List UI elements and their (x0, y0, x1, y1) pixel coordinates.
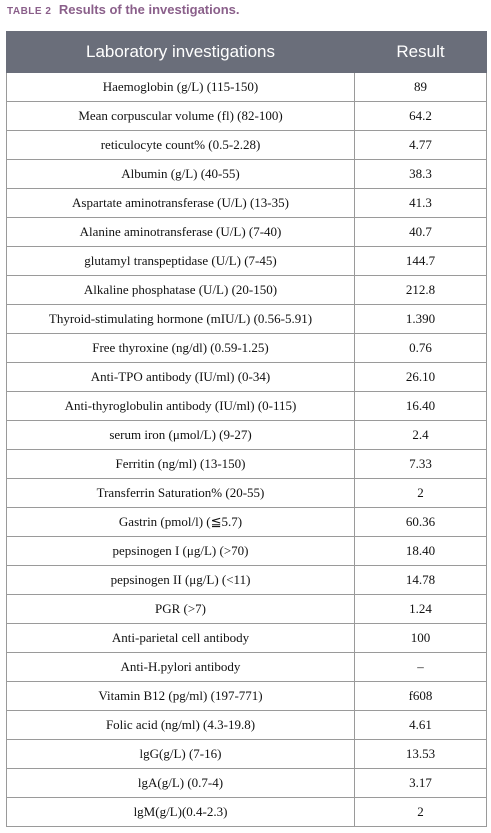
table-row (7, 450, 487, 479)
result-cell: 14.78 (355, 566, 487, 595)
investigation-cell: Haemoglobin (g/L) (115-150) (7, 73, 355, 102)
result-cell: 0.76 (355, 334, 487, 363)
header-investigation: Laboratory investigations (7, 32, 355, 73)
investigation-cell: Mean corpuscular volume (fl) (82-100) (7, 102, 355, 131)
table-row (7, 653, 487, 682)
table-title: Results of the investigations. (58, 2, 240, 17)
result-cell: 13.53 (355, 740, 487, 769)
table-row (7, 276, 487, 305)
investigation-cell: Anti-parietal cell antibody (7, 624, 355, 653)
table-row (7, 189, 487, 218)
investigation-cell: Transferrin Saturation% (20-55) (7, 479, 355, 508)
table-row (7, 334, 487, 363)
investigation-cell: Free thyroxine (ng/dl) (0.59-1.25) (7, 334, 355, 363)
result-cell: 7.33 (355, 450, 487, 479)
investigation-cell: Aspartate aminotransferase (U/L) (13-35) (7, 189, 355, 218)
result-cell: 2.4 (355, 421, 487, 450)
result-cell: 26.10 (355, 363, 487, 392)
table-row (7, 305, 487, 334)
result-cell: 60.36 (355, 508, 487, 537)
result-cell: 18.40 (355, 537, 487, 566)
table-row (7, 595, 487, 624)
investigation-cell: serum iron (μmol/L) (9-27) (7, 421, 355, 450)
table-row (7, 73, 487, 102)
result-cell: 4.77 (355, 131, 487, 160)
table-row (7, 682, 487, 711)
table-row (7, 508, 487, 537)
investigation-cell: PGR (>7) (7, 595, 355, 624)
result-cell: 4.61 (355, 711, 487, 740)
investigation-cell: Anti-thyroglobulin antibody (IU/ml) (0-115) (7, 392, 355, 421)
investigation-cell: Vitamin B12 (pg/ml) (197-771) (7, 682, 355, 711)
header-result: Result (355, 32, 487, 73)
table-row (7, 769, 487, 798)
table-body (7, 73, 487, 827)
table-row (7, 247, 487, 276)
investigation-cell: Alkaline phosphatase (U/L) (20-150) (7, 276, 355, 305)
table-row (7, 218, 487, 247)
table-row (7, 479, 487, 508)
investigation-cell: Gastrin (pmol/l) (≦5.7) (7, 508, 355, 537)
table-row (7, 740, 487, 769)
table-number: TABLE 2 (7, 6, 52, 17)
result-cell: 212.8 (355, 276, 487, 305)
result-cell: 1.390 (355, 305, 487, 334)
result-cell: 38.3 (355, 160, 487, 189)
result-cell: 2 (355, 798, 487, 827)
investigation-cell: Folic acid (ng/ml) (4.3-19.8) (7, 711, 355, 740)
result-cell: 40.7 (355, 218, 487, 247)
result-cell: 1.24 (355, 595, 487, 624)
table-row (7, 363, 487, 392)
investigation-cell: reticulocyte count% (0.5-2.28) (7, 131, 355, 160)
investigation-cell: pepsinogen I (μg/L) (>70) (7, 537, 355, 566)
result-cell: 100 (355, 624, 487, 653)
table-row (7, 566, 487, 595)
results-table (6, 31, 487, 827)
table-row (7, 624, 487, 653)
table-row (7, 160, 487, 189)
investigation-cell: pepsinogen II (μg/L) (<11) (7, 566, 355, 595)
result-cell: 3.17 (355, 769, 487, 798)
table-row (7, 421, 487, 450)
table-row (7, 392, 487, 421)
investigation-cell: Ferritin (ng/ml) (13-150) (7, 450, 355, 479)
investigation-cell: Anti-TPO antibody (IU/ml) (0-34) (7, 363, 355, 392)
investigation-cell: lgA(g/L) (0.7-4) (7, 769, 355, 798)
result-cell: 41.3 (355, 189, 487, 218)
table-row (7, 102, 487, 131)
result-cell: 144.7 (355, 247, 487, 276)
result-cell: – (355, 653, 487, 682)
result-cell: 64.2 (355, 102, 487, 131)
investigation-cell: Albumin (g/L) (40-55) (7, 160, 355, 189)
investigation-cell: Thyroid-stimulating hormone (mIU/L) (0.56-5.91) (7, 305, 355, 334)
table-row (7, 131, 487, 160)
investigation-cell: Anti-H.pylori antibody (7, 653, 355, 682)
investigation-cell: lgM(g/L)(0.4-2.3) (7, 798, 355, 827)
header-row (7, 32, 487, 73)
table-row (7, 711, 487, 740)
result-cell: 2 (355, 479, 487, 508)
table-row (7, 798, 487, 827)
investigation-cell: Alanine aminotransferase (U/L) (7-40) (7, 218, 355, 247)
result-cell: 16.40 (355, 392, 487, 421)
result-cell: f608 (355, 682, 487, 711)
investigation-cell: lgG(g/L) (7-16) (7, 740, 355, 769)
investigation-cell: glutamyl transpeptidase (U/L) (7-45) (7, 247, 355, 276)
result-cell: 89 (355, 73, 487, 102)
table-row (7, 537, 487, 566)
table-caption (7, 1, 239, 19)
